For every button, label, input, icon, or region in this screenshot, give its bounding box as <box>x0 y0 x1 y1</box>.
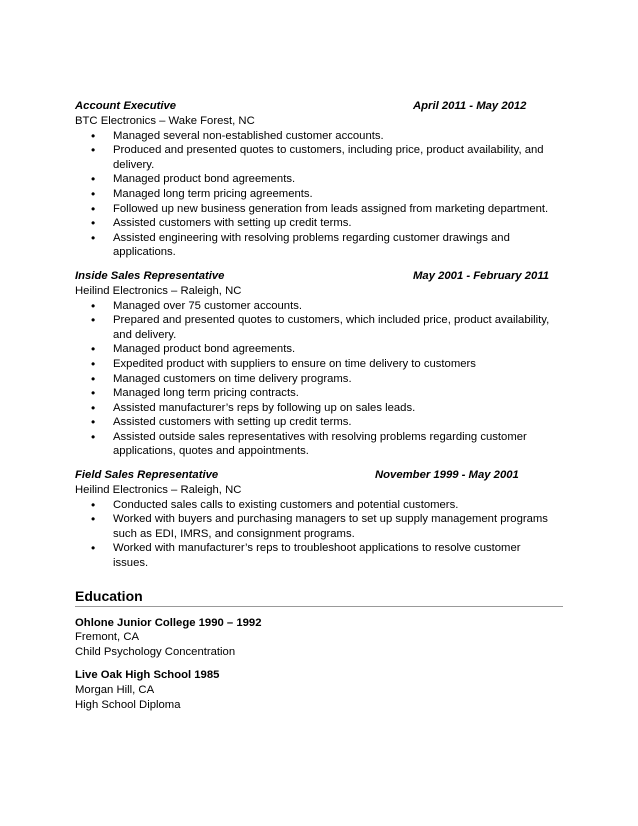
duty-item: • Worked with buyers and purchasing managers to set up supply management programs such as EDI, IMRS, and consignment programs. <box>75 512 563 541</box>
school-detail: Child Psychology Concentration <box>75 645 236 658</box>
education-heading: Education <box>75 588 563 607</box>
education-entry <box>75 668 563 712</box>
education-entry <box>75 616 563 660</box>
job-entry <box>75 269 563 459</box>
duty-item: • Followed up new business generation from leads assigned from marketing department. <box>75 202 563 217</box>
duty-item: • Expedited product with suppliers to ensure on time delivery to customers <box>75 357 563 372</box>
duty-item: • Managed long term pricing agreements. <box>75 187 563 202</box>
school-name: Live Oak High School 1985 <box>75 669 220 682</box>
duty-item: • Managed product bond agreements. <box>75 172 563 187</box>
duty-item: • Conducted sales calls to existing customers and potential customers. <box>75 498 563 513</box>
duty-item: • Managed customers on time delivery programs. <box>75 372 563 387</box>
duty-list <box>75 498 563 571</box>
duty-item: • Managed product bond agreements. <box>75 342 563 357</box>
duty-item: • Assisted customers with setting up credit terms. <box>75 216 563 231</box>
job-title: Field Sales Representative <box>75 469 219 482</box>
duty-list <box>75 299 563 460</box>
job-header <box>75 468 563 483</box>
school-name: Ohlone Junior College 1990 – 1992 <box>75 616 262 629</box>
duty-list <box>75 129 563 260</box>
school-location: Morgan Hill, CA <box>75 684 155 696</box>
duty-item: • Prepared and presented quotes to customers, which included price, product availability, and delivery. <box>75 313 563 342</box>
job-header <box>75 269 563 284</box>
duty-item: • Assisted outside sales representatives with resolving problems regarding customer applications, quotes and appointments. <box>75 430 563 459</box>
job-entry <box>75 99 563 260</box>
company-location: Heilind Electronics – Raleigh, NC <box>75 284 242 297</box>
job-dates: May 2001 - February 2011 <box>413 269 550 282</box>
job-title: Account Executive <box>75 100 177 112</box>
school-detail: High School Diploma <box>75 698 181 711</box>
company-location: Heilind Electronics – Raleigh, NC <box>75 484 242 497</box>
duty-item: • Managed over 75 customer accounts. <box>75 299 563 314</box>
job-entry <box>75 468 563 571</box>
duty-item: • Managed several non-established customer accounts. <box>75 129 563 144</box>
duty-item: • Assisted manufacturer’s reps by following up on sales leads. <box>75 401 563 416</box>
duty-item: • Managed long term pricing contracts. <box>75 386 563 401</box>
job-dates: April 2011 - May 2012 <box>413 100 527 112</box>
duty-item: • Assisted customers with setting up credit terms. <box>75 415 563 430</box>
job-title: Inside Sales Representative <box>75 269 225 282</box>
resume-page <box>75 99 563 712</box>
job-dates: November 1999 - May 2001 <box>375 469 519 482</box>
school-location: Fremont, CA <box>75 631 140 644</box>
duty-item: • Assisted engineering with resolving problems regarding customer drawings and applications. <box>75 231 563 260</box>
duty-item: • Worked with manufacturer’s reps to troubleshoot applications to resolve customer issues. <box>75 541 563 570</box>
job-header <box>75 99 563 114</box>
company-location: BTC Electronics – Wake Forest, NC <box>75 115 255 127</box>
duty-item: • Produced and presented quotes to customers, including price, product availability, and delivery. <box>75 143 563 172</box>
